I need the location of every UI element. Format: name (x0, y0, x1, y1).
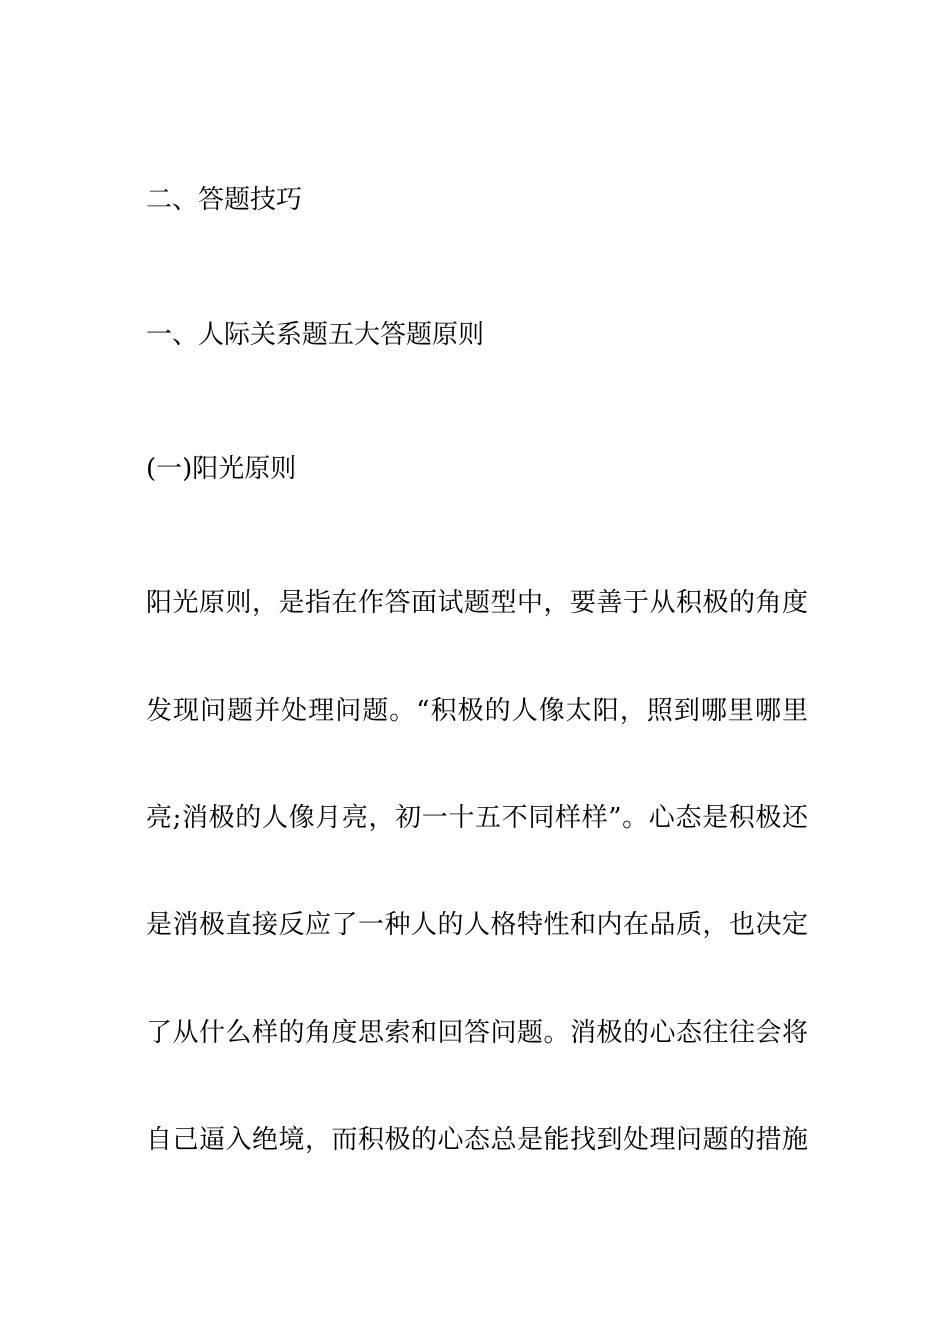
paragraph-line: 亮;消极的人像月亮，初一十五不同样样”。心态是积极还 (146, 803, 808, 833)
heading-answer-skills: 二、答题技巧 (146, 185, 303, 215)
paragraph-line: 阳光原则，是指在作答面试题型中，要善于从积极的角度 (146, 588, 808, 618)
paragraph-line: 是消极直接反应了一种人的人格特性和内在品质，也决定 (146, 910, 808, 940)
paragraph-line: 发现问题并处理问题。“积极的人像太阳，照到哪里哪里 (146, 696, 808, 726)
paragraph-line: 自己逼入绝境，而积极的心态总是能找到处理问题的措施 (146, 1125, 808, 1155)
subheading-sunshine-principle: (一)阳光原则 (146, 454, 297, 484)
heading-interpersonal-principles: 一、人际关系题五大答题原则 (146, 320, 485, 350)
paragraph-line: 了从什么样的角度思索和回答问题。消极的心态往往会将 (146, 1018, 808, 1048)
